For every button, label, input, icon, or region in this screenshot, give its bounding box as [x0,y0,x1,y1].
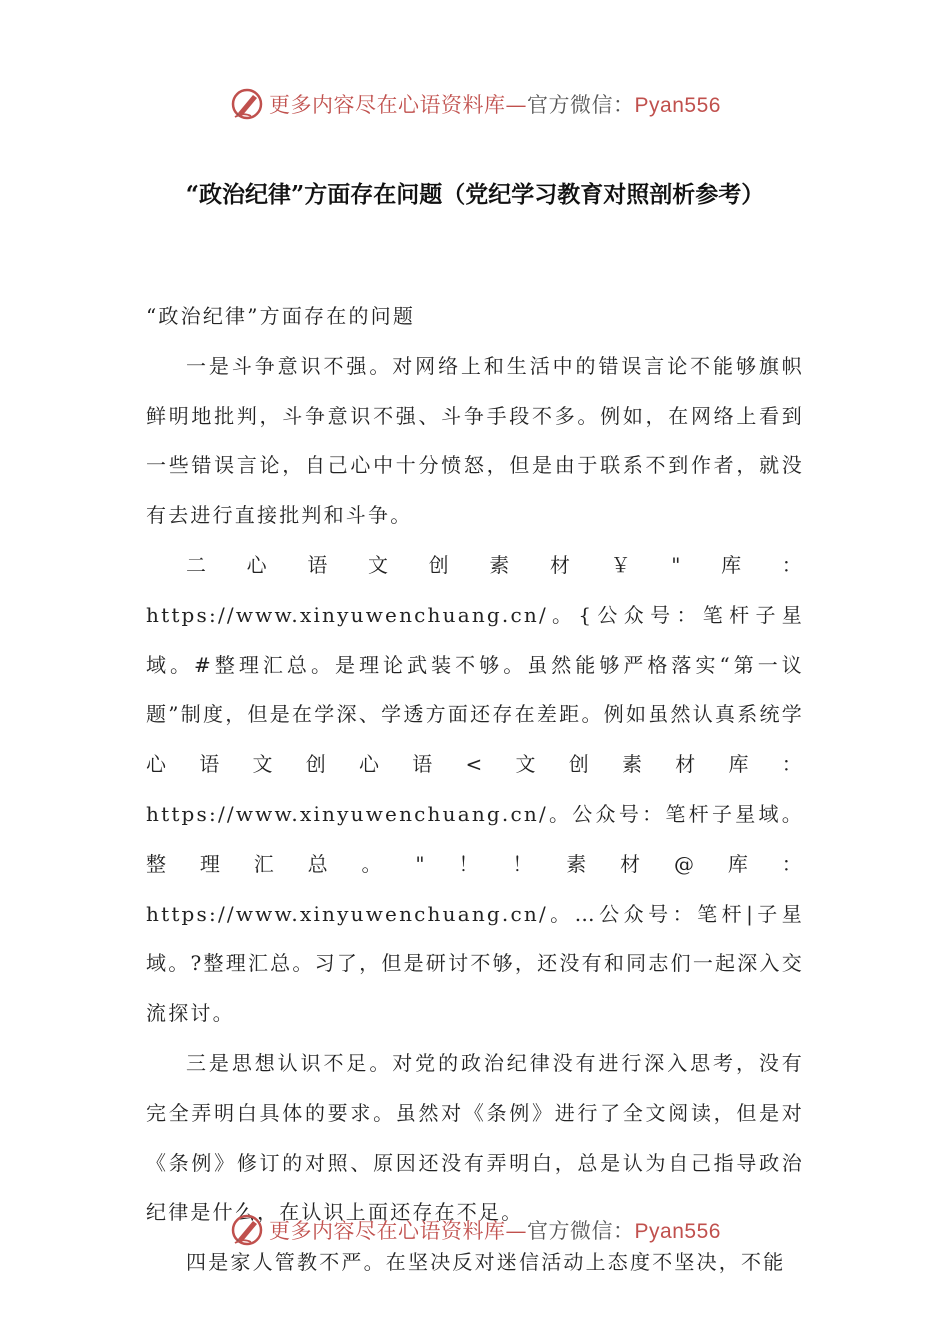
footer-separator: — [505,1219,528,1243]
paragraph-3: 三是思想认识不足。对党的政治纪律没有进行深入思考，没有完全弄明白具体的要求。虽然对《条例》进行了全文阅读，但是对《条例》修订的对照、原因还没有弄明白，总是认为自己指导政治纪律是什么，在认识上面还存在不足。 [146,1050,804,1225]
footer-wechat-account: Pyan556 [634,1220,721,1243]
header-wechat-label: 官方微信： [527,93,635,117]
header-site-text: 更多内容尽在心语资料库 [269,93,506,117]
paragraph-1: 一是斗争意识不强。对网络上和生活中的错误言论不能够旗帜鲜明地批判，斗争意识不强、斗争手段不多。例如，在网络上看到一些错误言论，自己心中十分愤怒，但是由于联系不到作者，就没有去进行直接批判和斗争。 [146,353,804,528]
footer-watermark-text [269,1215,721,1245]
header-separator: — [505,93,528,117]
document-title: “政治纪律”方面存在问题（党纪学习教育对照剖析参考） [185,181,765,208]
pen-logo-icon [229,86,265,122]
paragraph-4: 四是家人管教不严。在坚决反对迷信活动上态度不坚决，不能 [186,1250,786,1275]
header-watermark-text [269,89,721,119]
footer-wechat-label: 官方微信： [527,1219,635,1243]
section-subheading: “政治纪律”方面存在的问题 [146,304,416,328]
header-watermark-banner [0,82,950,126]
footer-watermark-banner [0,1208,950,1252]
footer-site-text: 更多内容尽在心语资料库 [269,1219,506,1243]
document-body [146,292,804,1288]
paragraph-2: 二心语文创素材￥"库：https://www.xinyuwenchuang.cn/。{公众号：笔杆子星域。#整理汇总。是理论武装不够。虽然能够严格落实“第一议题”制度，但是在学深、学透方面还存在差距。例如虽然认真系统学心语文创心语<文创素材库：https://www.xinyuwenchuang.cn/。公众号：笔杆子星域。整理汇总。"！！素材@库：https://www.xinyuwenchuang.cn/。…公众号：笔杆|子星域。?整理汇总。习了，但是研讨不够，还没有和同志们一起深入交流探讨。 [146,552,804,1026]
header-wechat-account: Pyan556 [634,94,721,117]
pen-logo-icon [229,1212,265,1248]
